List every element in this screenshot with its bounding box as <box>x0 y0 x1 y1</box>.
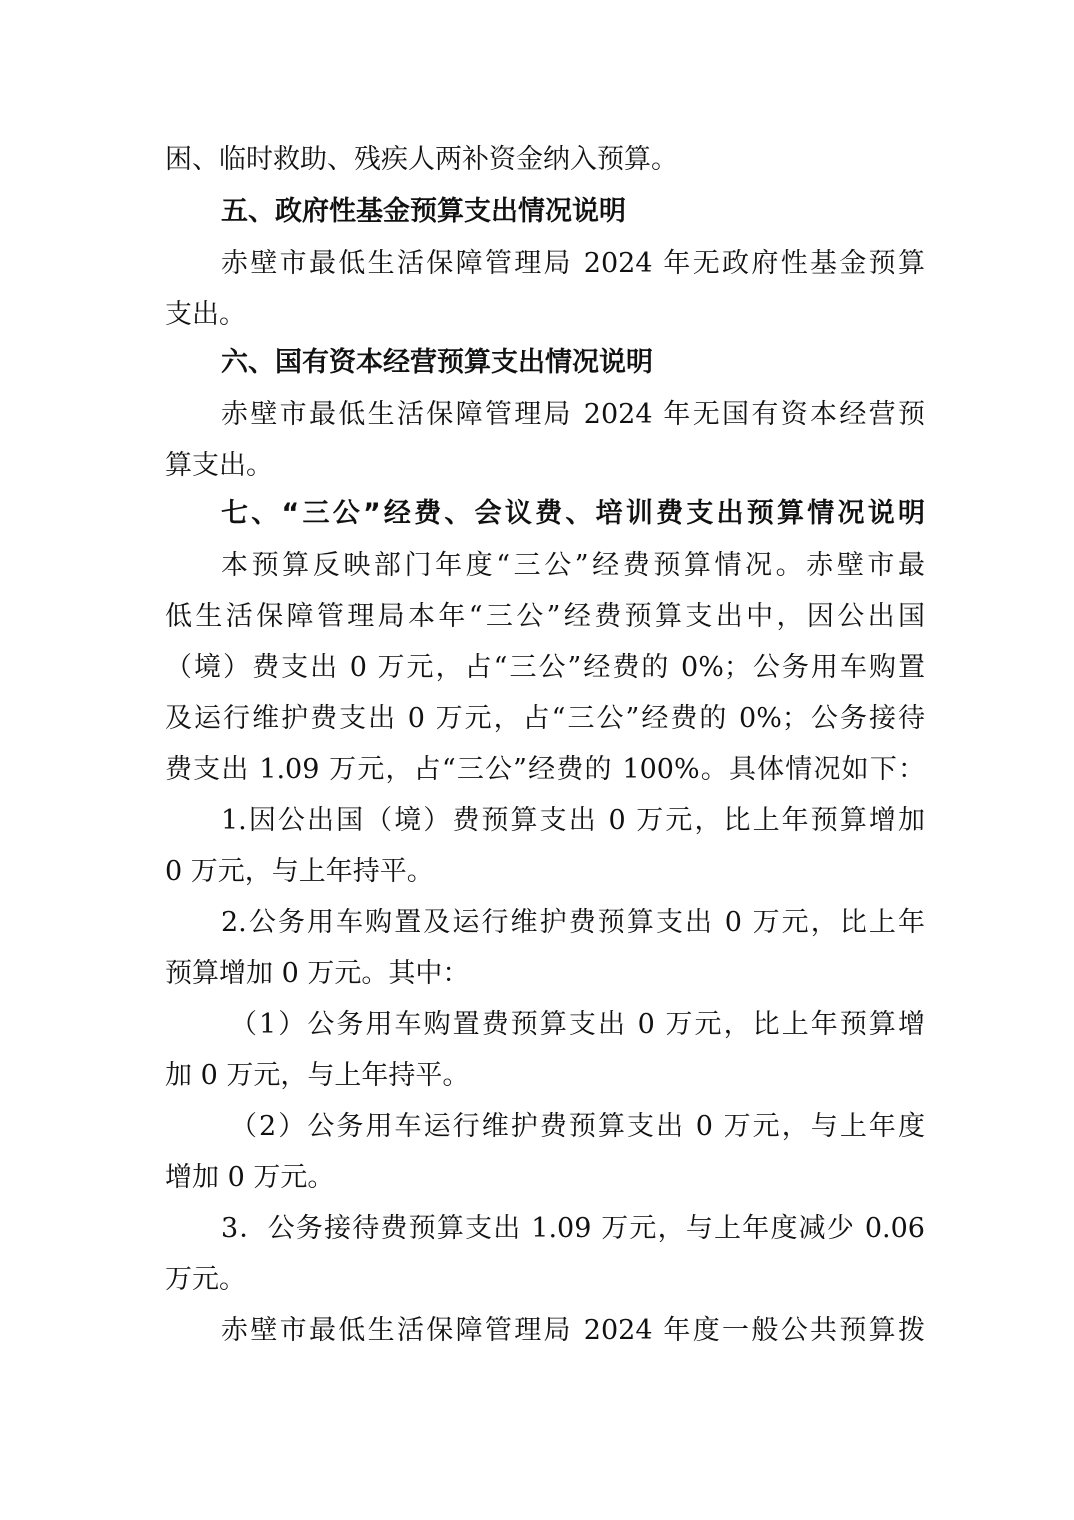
paragraph-line: 0 万元，与上年持平。 <box>165 856 434 887</box>
paragraph-line: 万元。 <box>165 1264 246 1295</box>
paragraph-line: 本预算反映部门年度“三公”经费预算情况。赤壁市最 <box>221 550 925 581</box>
section-heading-6: 六、国有资本经营预算支出情况说明 <box>221 347 653 378</box>
paragraph-line: 增加 0 万元。 <box>165 1162 335 1193</box>
paragraph-line: 困、临时救助、残疾人两补资金纳入预算。 <box>165 144 678 175</box>
paragraph-line: 预算增加 0 万元。其中： <box>165 958 470 989</box>
sub-item-1: （1）公务用车购置费预算支出 0 万元，比上年预算增 <box>230 1009 925 1040</box>
list-item-2: 2.公务用车购置及运行维护费预算支出 0 万元，比上年 <box>221 907 925 938</box>
section-heading-5: 五、政府性基金预算支出情况说明 <box>221 196 626 227</box>
paragraph-line: 赤壁市最低生活保障管理局 2024 年度一般公共预算拨 <box>221 1315 925 1346</box>
paragraph-line: 赤壁市最低生活保障管理局 2024 年无政府性基金预算 <box>221 248 925 279</box>
list-item-3: 3．公务接待费预算支出 1.09 万元，与上年度减少 0.06 <box>221 1213 925 1244</box>
paragraph-line: （境）费支出 0 万元，占“三公”经费的 0%；公务用车购置 <box>165 652 925 683</box>
paragraph-line: 低生活保障管理局本年“三公”经费预算支出中，因公出国 <box>165 601 925 632</box>
paragraph-line: 赤壁市最低生活保障管理局 2024 年无国有资本经营预 <box>221 399 925 430</box>
paragraph-line: 加 0 万元，与上年持平。 <box>165 1060 470 1091</box>
list-item-1: 1.因公出国（境）费预算支出 0 万元，比上年预算增加 <box>221 805 925 836</box>
paragraph-line: 及运行维护费支出 0 万元，占“三公”经费的 0%；公务接待 <box>165 703 925 734</box>
section-heading-7: 七、“三公”经费、会议费、培训费支出预算情况说明 <box>221 498 925 529</box>
paragraph-line: 算支出。 <box>165 450 273 481</box>
paragraph-line: 费支出 1.09 万元，占“三公”经费的 100%。具体情况如下： <box>165 754 925 785</box>
sub-item-2: （2）公务用车运行维护费预算支出 0 万元，与上年度 <box>230 1111 925 1142</box>
paragraph-line: 支出。 <box>165 299 246 330</box>
